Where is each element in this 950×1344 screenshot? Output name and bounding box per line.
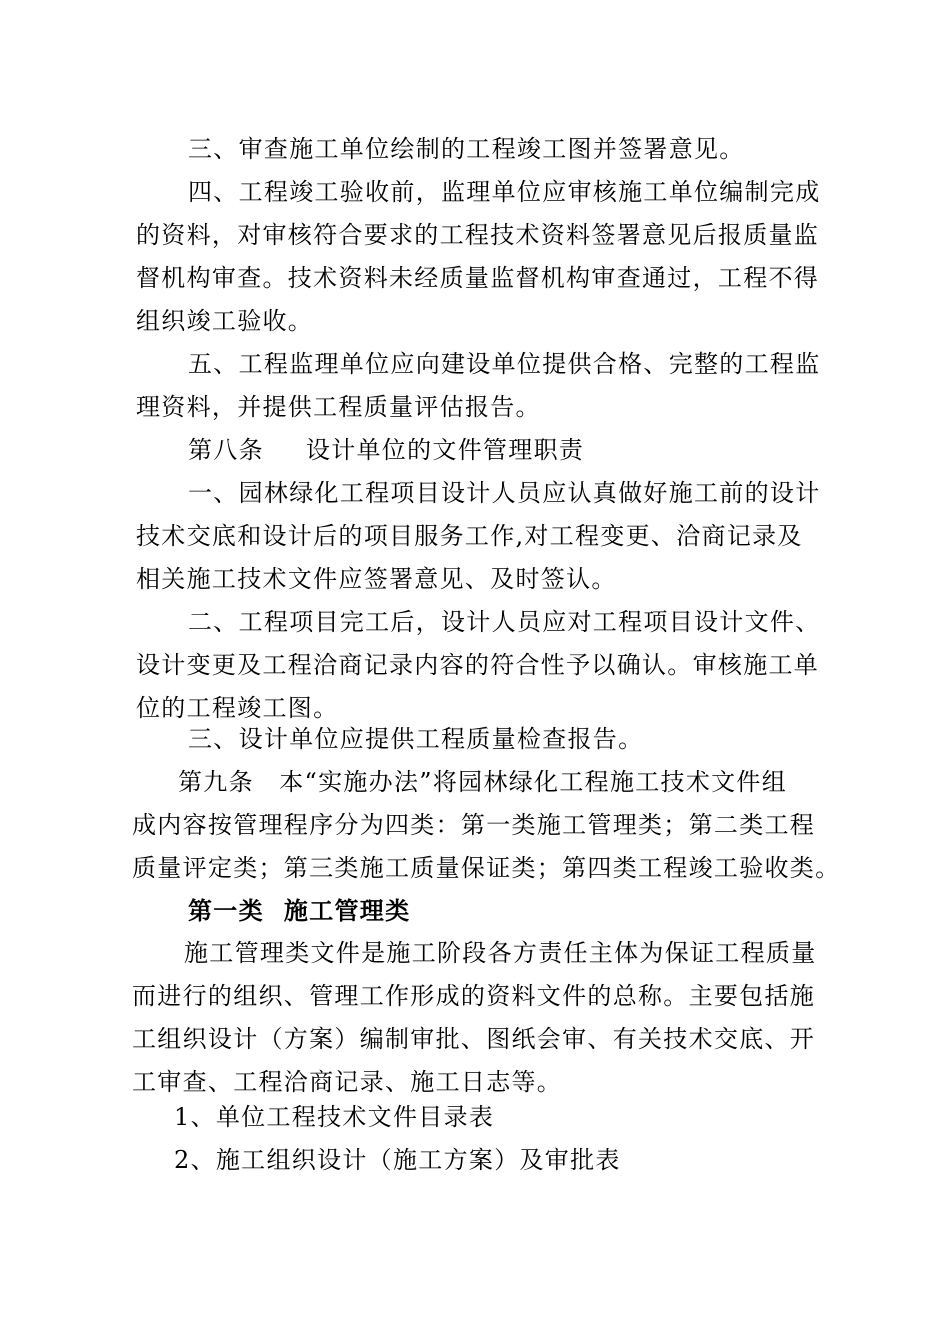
file-list [132,1096,832,1182]
paragraph-design-item-2 [136,601,836,730]
article-8-label: 第八条 [188,436,264,464]
text-line: 第九条 本“实施办法”将园林绿化工程施工技术文件组 [178,768,788,796]
text-line: 二、工程项目完工后，设计人员应对工程项目设计文件、 [188,608,821,636]
paragraph-supervision-item-3 [136,128,836,171]
section-heading [136,889,836,932]
text-line: 五、工程监理单位应向建设单位提供合格、完整的工程监 [188,350,821,378]
text-line: 施工管理类文件是施工阶段各方责任主体为保证工程质量 [184,939,817,967]
text-line: 工审查、工程洽商记录、施工日志等。 [132,1068,563,1096]
text-line: 督机构审查。技术资料未经质量监督机构审查通过，工程不得 [136,264,820,292]
text-line: 质量评定类；第三类施工质量保证类；第四类工程竣工验收类。 [132,854,841,882]
text-line: 一、园林绿化工程项目设计人员应认真做好施工前的设计 [188,479,821,507]
text-line: 而进行的组织、管理工作形成的资料文件的总称。主要包括施 [132,982,816,1010]
paragraph-supervision-item-5 [136,343,836,429]
paragraph-supervision-item-4 [136,171,836,343]
article-9-paragraph [132,761,841,890]
paragraph-construction-management [132,932,832,1104]
text-line: 理资料，并提供工程质量评估报告。 [136,393,541,421]
text-line: 技术交底和设计后的项目服务工作,对工程变更、洽商记录及 [136,522,803,550]
section-heading-label: 第一类 [188,896,264,925]
text-line: 工组织设计（方案）编制审批、图纸会审、有关技术交底、开 [132,1025,816,1053]
text-line: 的资料，对审核符合要求的工程技术资料签署意见后报质量监 [136,221,820,249]
section-heading-text: 施工管理类 [283,896,411,925]
text-line: 三、审查施工单位绘制的工程竣工图并签署意见。 [188,135,745,163]
text-line: 组织竣工验收。 [136,307,314,335]
paragraph-design-item-3 [136,718,836,761]
text-line: 相关施工技术文件应签署意见、及时签认。 [136,565,617,593]
text-line: 三、设计单位应提供工程质量检查报告。 [188,725,644,753]
text-line: 位的工程竣工图。 [136,694,339,722]
list-item: 1、单位工程技术文件目录表 [174,1103,495,1131]
text-line: 四、工程竣工验收前，监理单位应审核施工单位编制完成 [188,178,821,206]
article-8-title [136,429,836,472]
text-line: 成内容按管理程序分为四类：第一类施工管理类；第二类工程 [132,811,816,839]
text-line: 设计变更及工程洽商记录内容的符合性予以确认。审核施工单 [136,651,820,679]
list-item: 2、施工组织设计（施工方案）及审批表 [174,1146,621,1174]
paragraph-design-item-1 [136,472,836,601]
article-8-text: 设计单位的文件管理职责 [305,436,585,464]
